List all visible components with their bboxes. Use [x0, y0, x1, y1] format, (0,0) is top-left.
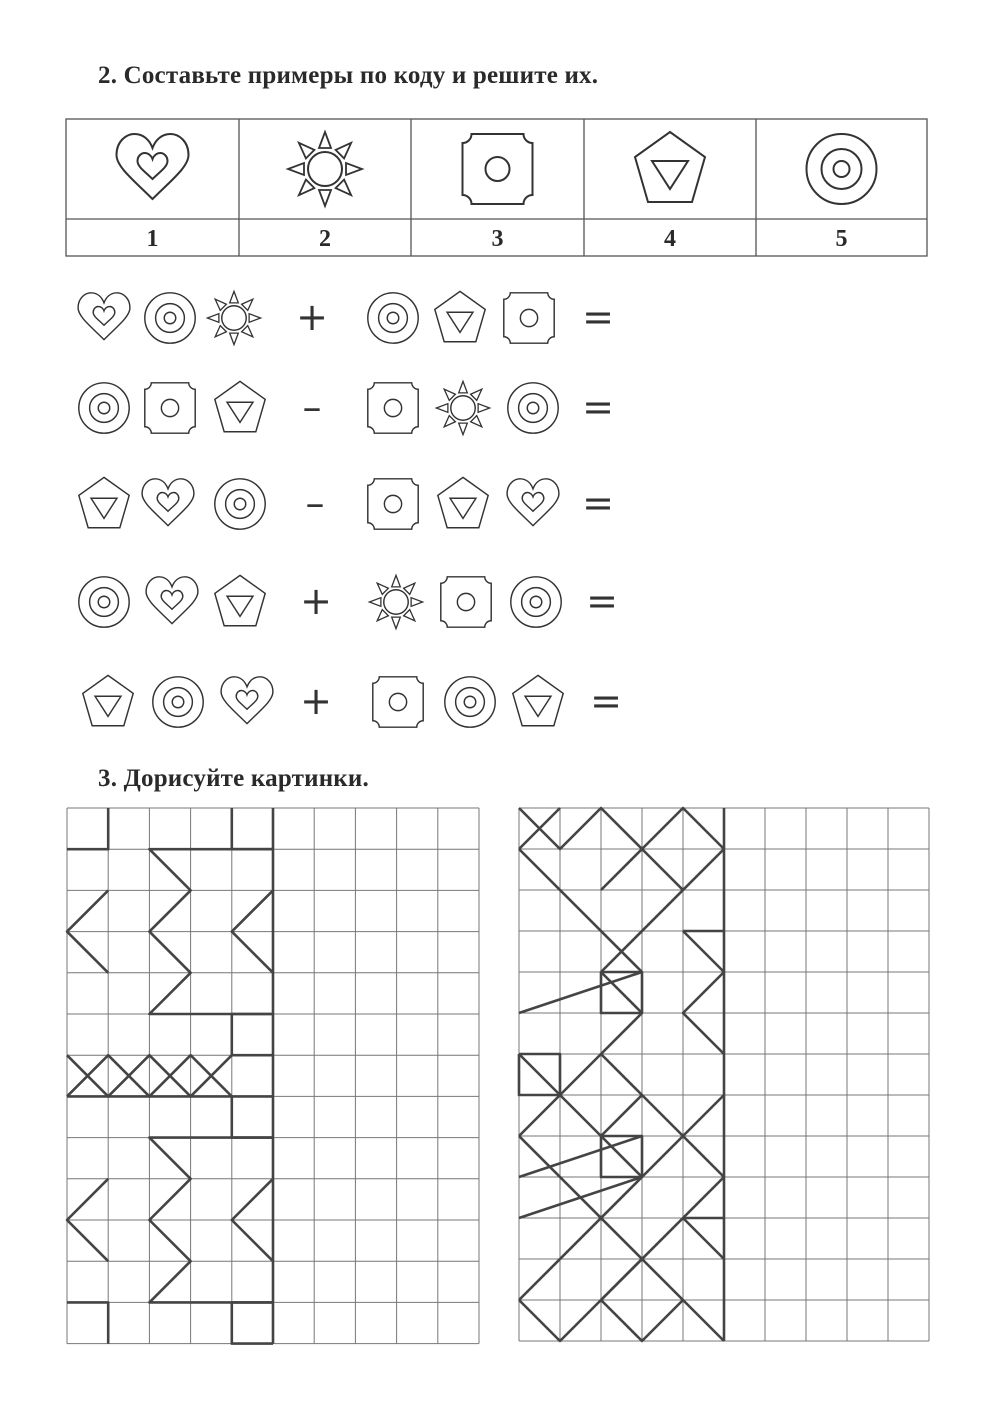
cut-square-circle-icon [368, 479, 418, 529]
equals-sign[interactable]: = [582, 385, 614, 429]
pattern-stroke [560, 1095, 601, 1136]
pattern-stroke [560, 1054, 601, 1095]
pentagon-triangle-icon [79, 477, 129, 527]
pattern-stroke [232, 1096, 273, 1137]
operator-sign: + [300, 679, 332, 723]
examples-list [78, 291, 622, 727]
pattern-stroke [232, 808, 273, 849]
example-row-4 [79, 575, 618, 628]
cut-square-circle-icon [373, 677, 423, 727]
sun-icon [288, 132, 362, 206]
pattern-stroke [67, 808, 108, 849]
target-icon [153, 677, 203, 727]
operator-sign: + [296, 295, 328, 339]
pentagon-triangle-icon [215, 381, 265, 431]
pattern-stroke [519, 808, 724, 849]
target-icon [368, 293, 418, 343]
left-pattern-grid[interactable] [67, 808, 479, 1344]
equals-sign[interactable]: = [590, 679, 622, 723]
equals-sign[interactable]: = [586, 579, 618, 623]
task-3-title: 3. Дорисуйте картинки. [98, 765, 369, 792]
pentagon-triangle-icon [438, 477, 488, 527]
target-icon [807, 134, 877, 204]
sun-icon [207, 291, 260, 344]
pentagon-triangle-icon [635, 132, 705, 202]
pattern-stroke [519, 1177, 642, 1218]
target-icon [508, 383, 558, 433]
pattern-stroke [232, 1302, 273, 1343]
pattern-stroke [67, 1302, 108, 1343]
pattern-stroke [519, 1177, 642, 1300]
cut-square-circle-icon [504, 293, 554, 343]
example-row-1 [78, 291, 614, 344]
operator-sign: – [305, 481, 325, 525]
operator-sign: + [300, 579, 332, 623]
pattern-stroke [519, 1136, 642, 1177]
code-cell-2 [288, 132, 362, 252]
example-row-5 [83, 675, 622, 727]
cut-square-circle-icon [463, 134, 533, 204]
cut-square-circle-icon [368, 383, 418, 433]
target-icon [215, 479, 265, 529]
pentagon-triangle-icon [513, 675, 563, 725]
pattern-stroke [519, 972, 642, 1013]
code-number: 4 [664, 226, 676, 252]
task-2-title: 2. Составьте примеры по коду и решите их. [98, 62, 599, 89]
equals-sign[interactable]: = [582, 295, 614, 339]
code-cell-1 [117, 134, 189, 252]
target-icon [145, 293, 195, 343]
heart-icon [142, 479, 194, 526]
pattern-grids [67, 808, 929, 1344]
code-cell-3 [463, 134, 533, 252]
code-cell-5 [807, 134, 877, 252]
code-number: 1 [146, 226, 159, 252]
heart-icon [117, 134, 189, 199]
operator-sign: – [302, 385, 322, 429]
pattern-stroke [519, 1300, 724, 1341]
code-cell-4 [635, 132, 705, 252]
heart-icon [78, 293, 130, 340]
example-row-2 [79, 381, 614, 434]
heart-icon [221, 677, 273, 724]
code-number: 3 [491, 226, 504, 252]
target-icon [445, 677, 495, 727]
pentagon-triangle-icon [83, 675, 133, 725]
heart-icon [146, 577, 198, 624]
pattern-stroke [683, 931, 724, 972]
cut-square-circle-icon [145, 383, 195, 433]
code-number: 5 [835, 226, 848, 252]
sun-icon [369, 575, 422, 628]
target-icon [79, 577, 129, 627]
pattern-stroke [683, 1218, 724, 1259]
code-table [66, 119, 927, 256]
code-number: 2 [319, 226, 331, 252]
heart-icon [507, 479, 559, 526]
pentagon-triangle-icon [435, 291, 485, 341]
equals-sign[interactable]: = [582, 481, 614, 525]
right-pattern-grid[interactable] [519, 808, 929, 1341]
target-icon [79, 383, 129, 433]
example-row-3 [79, 477, 614, 529]
pentagon-triangle-icon [215, 575, 265, 625]
target-icon [511, 577, 561, 627]
cut-square-circle-icon [441, 577, 491, 627]
sun-icon [436, 381, 489, 434]
pattern-stroke [232, 1014, 273, 1055]
